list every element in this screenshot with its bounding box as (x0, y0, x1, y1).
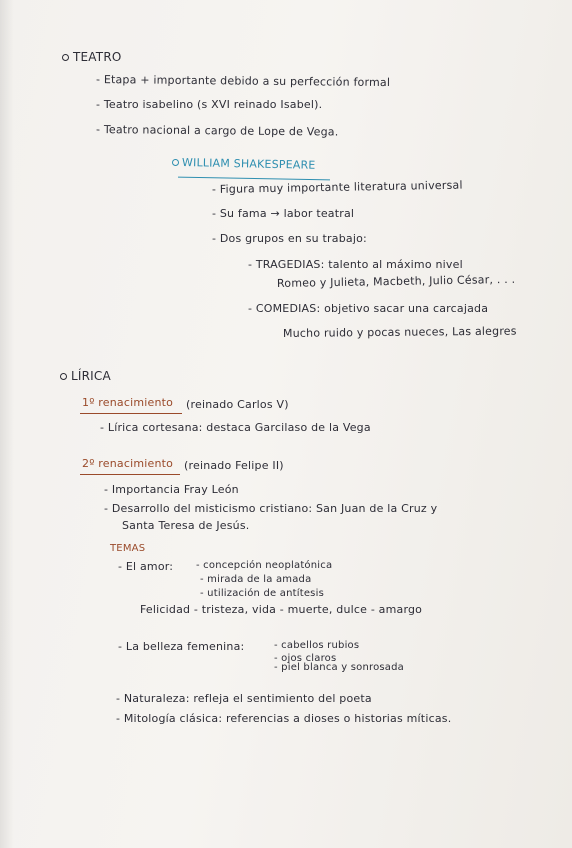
temas-heading: TEMAS (110, 543, 146, 554)
primer-renacimiento-title: 1º renacimiento (82, 396, 174, 409)
segundo-line-2: - Desarrollo del misticismo cristiano: San Juan de la Cruz y (104, 502, 438, 515)
belleza-label: - La belleza femenina: (118, 640, 245, 653)
amor-item-1: - concepción neoplatónica (196, 560, 333, 571)
belleza-item-3: - piel blanca y sonrosada (274, 662, 405, 673)
amor-item-3: - utilización de antítesis (200, 588, 324, 599)
shakespeare-heading: WILLIAM SHAKESPEARE (181, 156, 316, 172)
segundo-line-1: - Importancia Fray León (104, 483, 239, 496)
lirica-heading: LÍRICA (71, 369, 111, 383)
naturaleza-line: - Naturaleza: refleja el sentimiento del poeta (116, 692, 372, 705)
teatro-line-3: - Teatro nacional a cargo de Lope de Vega. (95, 123, 339, 139)
belleza-item-1: - cabellos rubios (274, 640, 360, 651)
belleza-item-2: - ojos claros (274, 653, 337, 664)
page-shadow (0, 0, 14, 848)
primer-underline (80, 413, 182, 414)
teatro-heading: TEATRO (73, 50, 122, 64)
segundo-underline (80, 474, 180, 475)
comedias-line: - COMEDIAS: objetivo sacar una carcajada (248, 302, 489, 315)
primer-renacimiento-suffix: (reinado Carlos V) (186, 398, 289, 411)
teatro-line-1: - Etapa + importante debido a su perfección formal (95, 73, 391, 90)
teatro-line-2: - Teatro isabelino (s XVI reinado Isabel). (96, 98, 323, 111)
amor-item-2: - mirada de la amada (200, 574, 312, 585)
segundo-renacimiento-suffix: (reinado Felipe II) (184, 459, 284, 472)
comedias-examples: Mucho ruido y pocas nueces, Las alegres (282, 324, 517, 340)
bullet-icon (172, 159, 179, 166)
bullet-icon (60, 373, 67, 380)
shakespeare-line-3: - Dos grupos en su trabajo: (212, 232, 367, 245)
amor-summary: Felicidad - tristeza, vida - muerte, dulce - amargo (140, 603, 423, 616)
primer-line: - Lírica cortesana: destaca Garcilaso de la Vega (100, 421, 371, 434)
shakespeare-line-1: - Figura muy importante literatura universal (211, 178, 463, 196)
bullet-icon (62, 54, 69, 61)
segundo-line-3: Santa Teresa de Jesús. (122, 519, 250, 532)
amor-label: - El amor: (118, 560, 174, 573)
tragedias-examples: Romeo y Julieta, Macbeth, Julio César, . . . (276, 272, 516, 290)
shakespeare-underline (178, 177, 330, 181)
mitologia-line: - Mitología clásica: referencias a dioses o historias míticas. (116, 712, 452, 725)
tragedias-line: - TRAGEDIAS: talento al máximo nivel (248, 258, 463, 271)
shakespeare-line-2: - Su fama → labor teatral (212, 207, 355, 220)
segundo-renacimiento-title: 2º renacimiento (82, 457, 174, 470)
